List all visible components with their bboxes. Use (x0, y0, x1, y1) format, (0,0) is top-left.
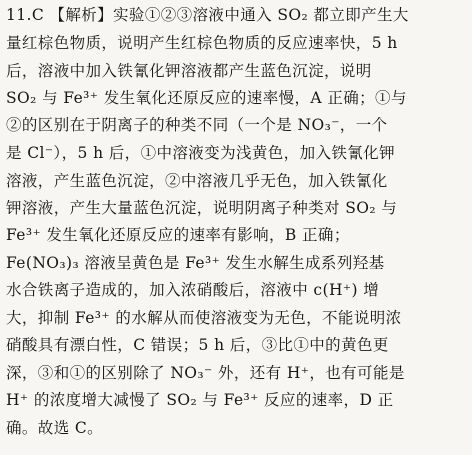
text-line: SO₂ 与 Fe³⁺ 发生氧化还原反应的速率慢，A 正确；①与 (6, 89, 407, 107)
text-line: Fe³⁺ 发生氧化还原反应的速率有影响，B 正确； (6, 226, 350, 244)
text-line: 钾溶液，产生大量蓝色沉淀，说明阴离子种类对 SO₂ 与 (6, 199, 398, 217)
text-line: ②的区别在于阴离子的种类不同（一个是 NO₃⁻，一个 (6, 116, 388, 134)
text-line: 大，抑制 Fe³⁺ 的水解从而使溶液变为无色，不能说明浓 (6, 309, 402, 327)
text-line: 11.C 【解析】实验①②③溶液中通入 SO₂ 都立即产生大 (6, 6, 409, 24)
text-line: 量红棕色物质，说明产生红棕色物质的反应速率快，5 h (6, 34, 398, 52)
text-line: 深，③和①的区别除了 NO₃⁻ 外，还有 H⁺，也有可能是 (6, 364, 405, 382)
text-line: 水合铁离子造成的，加入浓硝酸后，溶液中 c(H⁺) 增 (6, 281, 380, 299)
text-line: 硝酸具有漂白性，C 错误；5 h 后，③比①中的黄色更 (6, 336, 389, 354)
text-line: H⁺ 的浓度增大减慢了 SO₂ 与 Fe³⁺ 反应的速率，D 正 (6, 391, 394, 409)
text-line: Fe(NO₃)₃ 溶液呈黄色是 Fe³⁺ 发生水解生成系列羟基 (6, 254, 385, 272)
text-line: 溶液，产生蓝色沉淀，②中溶液几乎无色，加入铁氰化 (6, 172, 388, 190)
text-line: 确。故选 C。 (6, 419, 104, 437)
text-line: 是 Cl⁻），5 h 后，①中溶液变为浅黄色，加入铁氰化钾 (6, 144, 395, 162)
text-line: 后，溶液中加入铁氰化钾溶液都产生蓝色沉淀，说明 (6, 62, 372, 80)
